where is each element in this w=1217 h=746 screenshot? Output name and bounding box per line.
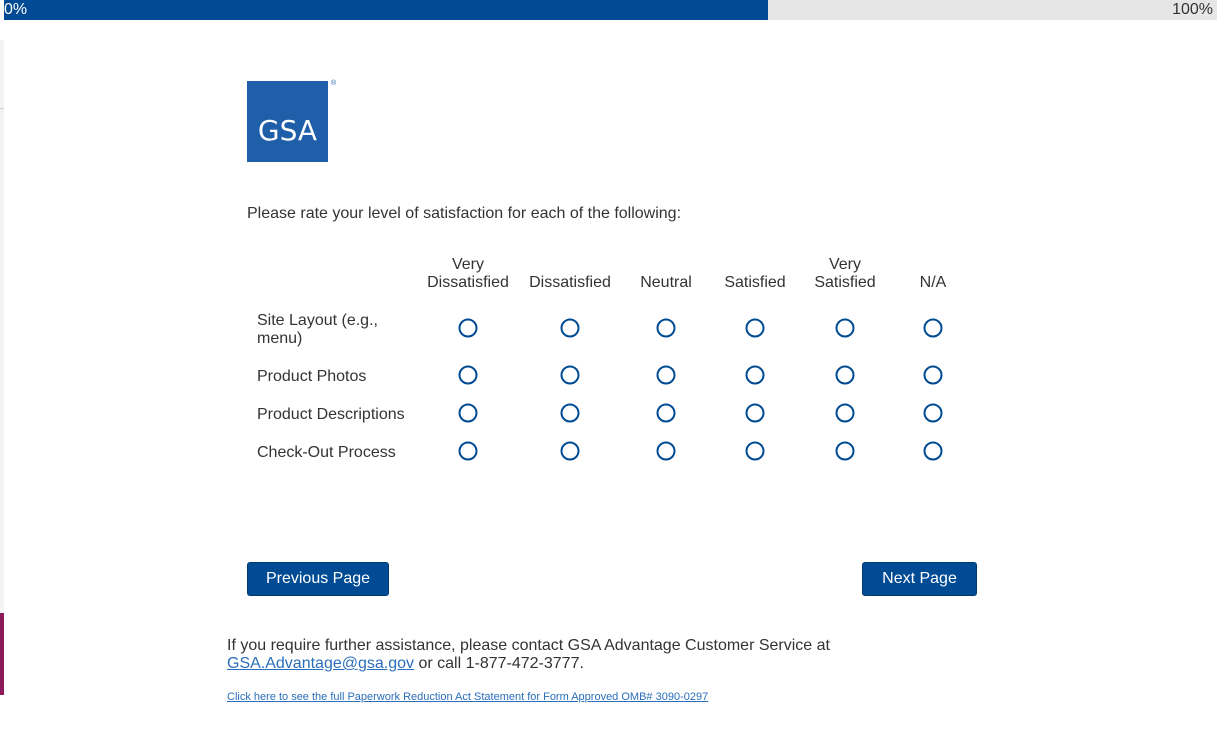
row-label [257,444,396,462]
gsa-logo [247,81,328,162]
column-header [920,256,947,292]
previous-page-button[interactable]: Previous Page [247,562,389,596]
row-label [257,368,366,386]
column-header [427,256,509,292]
column-header [640,256,692,292]
column-header-line2: N/A [919,274,947,291]
column-header-line2: Satisfied [724,274,786,291]
rating-radio[interactable] [924,366,943,385]
support-email-link[interactable]: GSA.Advantage@gsa.gov [227,655,415,672]
row-label-line1: Product Photos [257,368,367,385]
row-label-line1: Site Layout (e.g., [257,312,378,329]
column-header-line2: Neutral [640,274,692,291]
progress-start-label: 0% [4,1,28,18]
rating-radio[interactable] [924,442,943,461]
rating-radio[interactable] [561,442,580,461]
row-label-line1: Check-Out Process [257,444,396,461]
column-header-line2: Dissatisfied [427,274,509,291]
rating-radio[interactable] [836,404,855,423]
rating-radio[interactable] [924,319,943,338]
rating-radio[interactable] [561,319,580,338]
row-label [257,312,378,348]
next-page-button[interactable]: Next Page [862,562,977,596]
rating-radio[interactable] [459,366,478,385]
left-edge-strip [0,40,4,695]
column-header-line1: Very [828,256,861,273]
gsa-logo-text: GSA [257,114,318,147]
paperwork-reduction-link[interactable]: Click here to see the full Paperwork Reduction Act Statement for Form Approved OMB# 3090-0297 [227,691,709,703]
progress-bar-fill [4,0,768,20]
column-header [814,256,875,292]
rating-radio[interactable] [746,366,765,385]
row-label-line2: menu) [257,330,303,347]
column-header [724,256,785,292]
progress-bar [4,0,1217,20]
column-header-line1 [529,256,611,274]
left-edge-tick [0,108,4,109]
column-header-line1: Very [451,256,484,273]
help-text [227,637,830,673]
rating-radio[interactable] [657,404,676,423]
column-header-line1 [920,256,947,274]
rating-radio[interactable] [459,442,478,461]
rating-radio[interactable] [836,319,855,338]
rating-radio[interactable] [561,366,580,385]
progress-end-label: 100% [1172,1,1213,18]
column-header-line2: Satisfied [814,274,876,291]
rating-radio[interactable] [746,404,765,423]
column-header-line1 [724,256,785,274]
rating-radio[interactable] [746,319,765,338]
help-text-before: If you require further assistance, please contact GSA Advantage Customer Service at [227,637,830,654]
row-label [257,406,405,424]
row-label-line1: Product Descriptions [257,406,405,423]
rating-radio[interactable] [836,366,855,385]
rating-radio[interactable] [836,442,855,461]
rating-radio[interactable] [657,319,676,338]
rating-radio[interactable] [657,366,676,385]
column-header-line1 [640,256,692,274]
rating-radio[interactable] [924,404,943,423]
rating-radio[interactable] [657,442,676,461]
rating-radio[interactable] [561,404,580,423]
question-text: Please rate your level of satisfaction for each of the following: [247,205,682,222]
registered-mark: ® [331,80,337,87]
rating-radio[interactable] [459,404,478,423]
rating-radio[interactable] [746,442,765,461]
left-edge-accent [0,613,4,695]
column-header-line2: Dissatisfied [529,274,611,291]
rating-radio[interactable] [459,319,478,338]
column-header [529,256,611,292]
help-text-after: or call 1-877-472-3777. [414,655,584,672]
